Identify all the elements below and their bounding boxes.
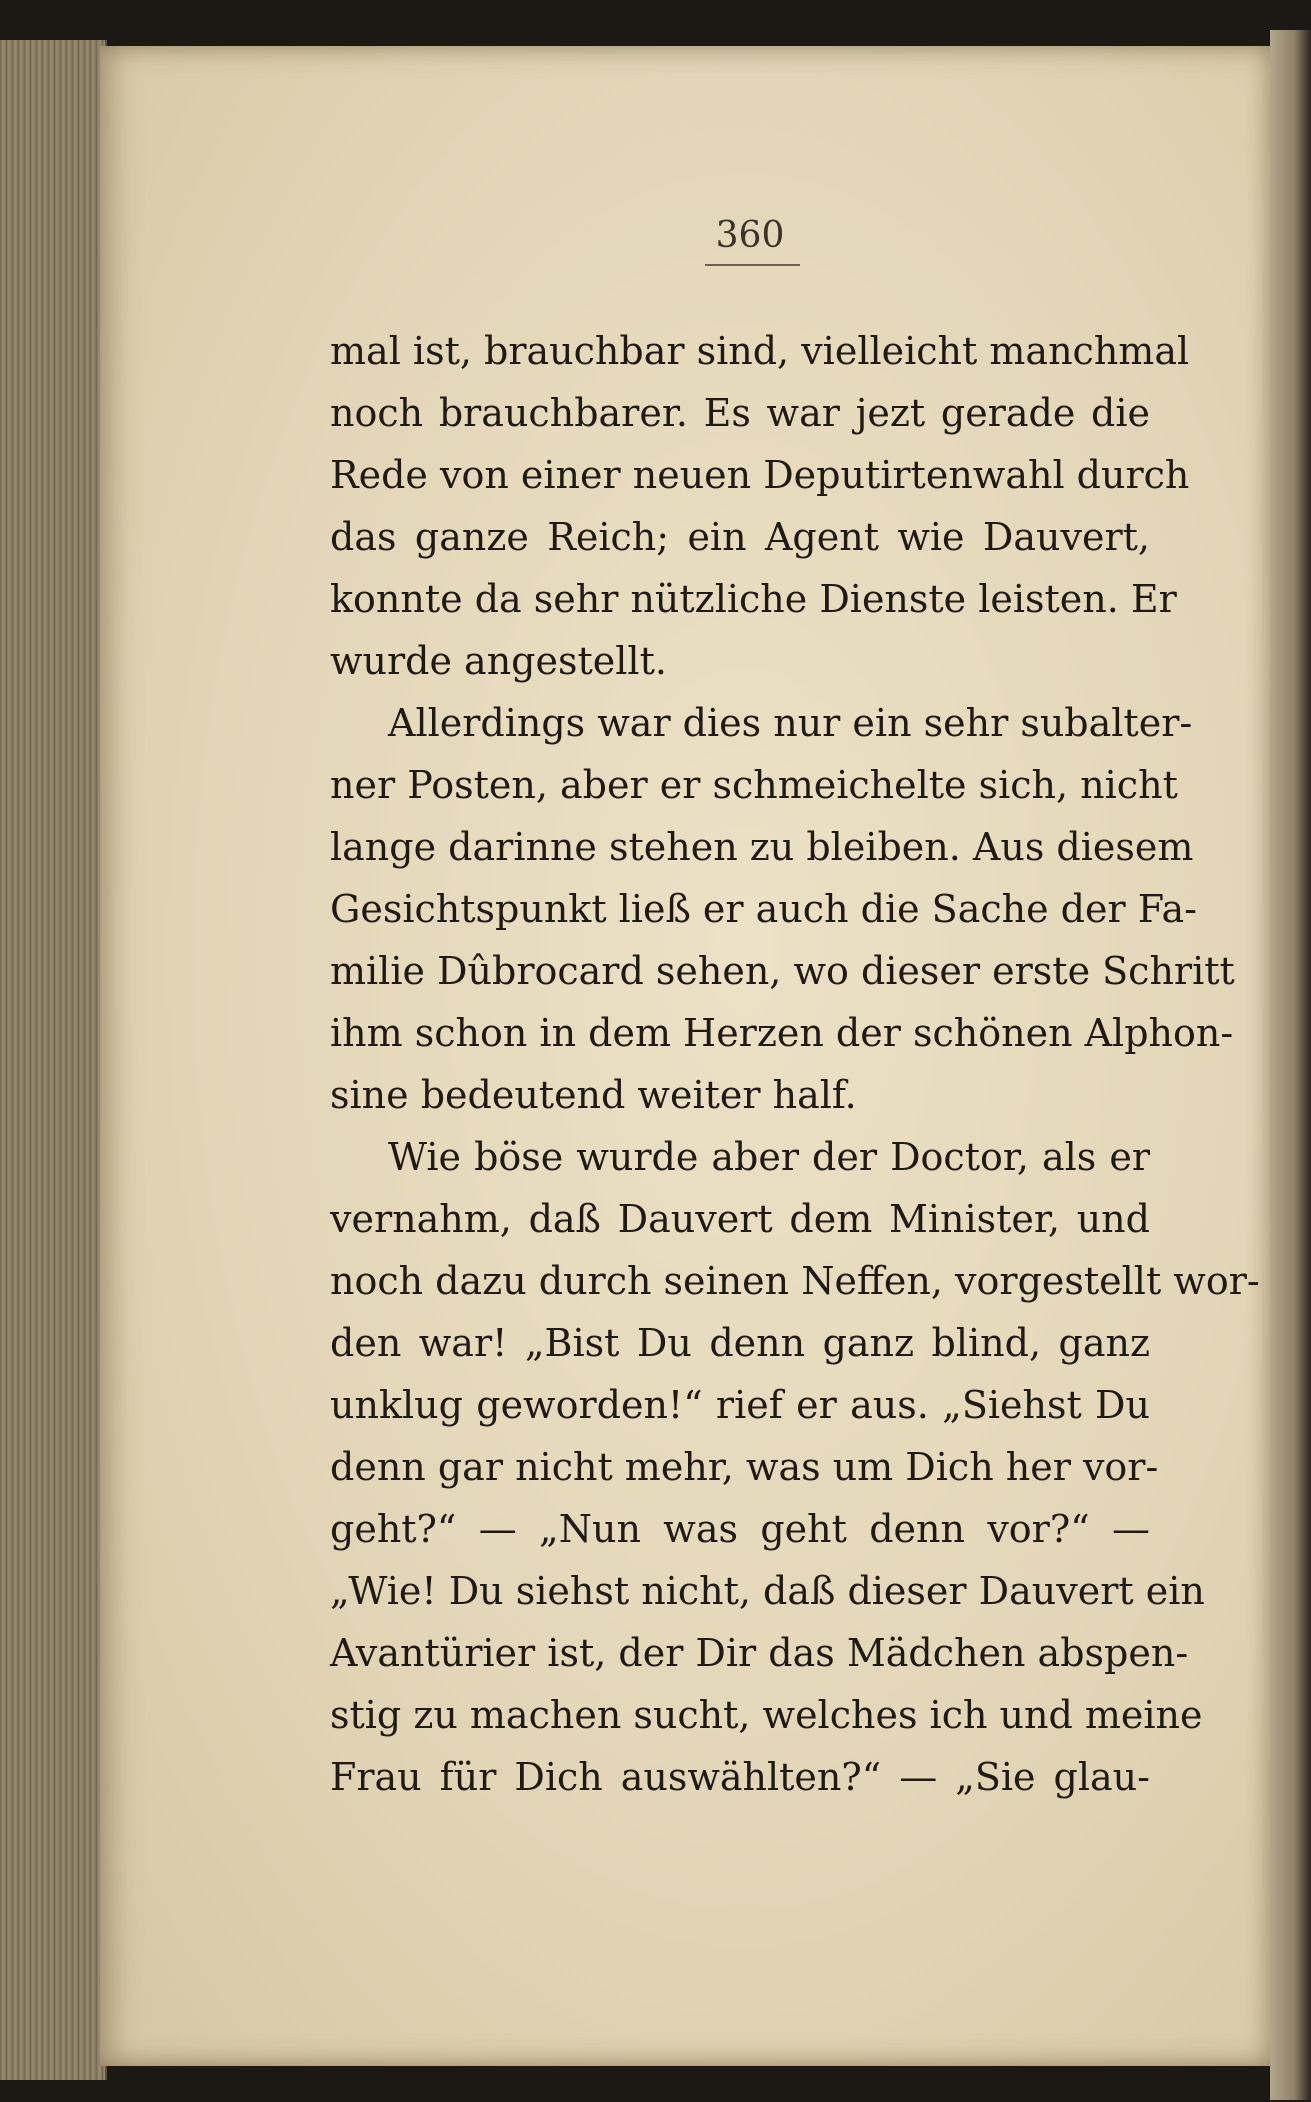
text-line: stig zu machen sucht, welches ich und meine [330, 1693, 1203, 1737]
text-line: lange darinne stehen zu bleiben. Aus diesem [330, 825, 1194, 869]
text-line: vernahm, daß Dauvert dem Minister, und [330, 1197, 1150, 1241]
text-line: ner Posten, aber er schmeichelte sich, nicht [330, 763, 1178, 807]
text-line: Rede von einer neuen Deputirtenwahl durch [330, 453, 1190, 497]
text-line: das ganze Reich; ein Agent wie Dauvert, [330, 515, 1150, 559]
text-line: Wie böse wurde aber der Doctor, als er [388, 1135, 1150, 1179]
text-line: Allerdings war dies nur ein sehr subalter- [388, 701, 1193, 745]
text-line: den war! „Bist Du denn ganz blind, ganz [330, 1321, 1150, 1365]
text-line: sine bedeutend weiter half. [330, 1073, 857, 1117]
text-line: wurde angestellt. [330, 639, 667, 683]
text-line: ihm schon in dem Herzen der schönen Alphon- [330, 1011, 1234, 1055]
text-line: Gesichtspunkt ließ er auch die Sache der Fa- [330, 887, 1198, 931]
text-line: „Wie! Du siehst nicht, daß dieser Dauvert ein [330, 1569, 1205, 1613]
text-line: noch dazu durch seinen Neffen, vorgestellt wor- [330, 1259, 1260, 1303]
text-line: Frau für Dich auswählten?“ — „Sie glau- [330, 1755, 1150, 1799]
page-text [330, 320, 1260, 1808]
page-edges [0, 40, 107, 2080]
text-line: konnte da sehr nützliche Dienste leisten. Er [330, 577, 1177, 621]
page-number-rule [705, 264, 800, 266]
text-line: unklug geworden!“ rief er aus. „Siehst Du [330, 1383, 1150, 1427]
text-line: denn gar nicht mehr, was um Dich her vor- [330, 1445, 1159, 1489]
text-line: noch brauchbarer. Es war jezt gerade die [330, 391, 1150, 435]
text-line: mal ist, brauchbar sind, vielleicht manchmal [330, 329, 1190, 373]
text-line: Avantürier ist, der Dir das Mädchen abspen- [330, 1631, 1189, 1675]
page-number: 360 [715, 215, 785, 256]
text-line: geht?“ — „Nun was geht denn vor?“ — [330, 1507, 1150, 1551]
text-line: milie Dûbrocard sehen, wo dieser erste Schritt [330, 949, 1235, 993]
book-cover-edge [1270, 30, 1311, 2100]
